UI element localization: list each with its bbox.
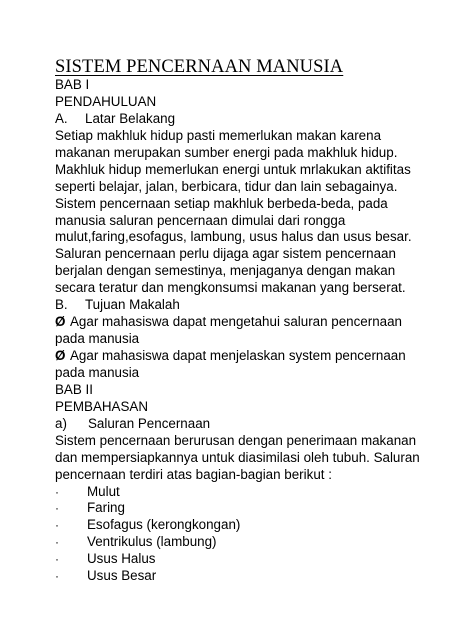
list-item-text: Usus Halus — [87, 551, 156, 567]
bullet-dot-icon: · — [55, 501, 59, 516]
bullet-dot-icon: · — [55, 484, 59, 499]
arrow-bullet-icon: Ø — [55, 348, 66, 363]
list-item-text: Faring — [87, 500, 125, 516]
subsection-heading — [55, 416, 415, 433]
paragraph — [55, 128, 415, 297]
bullet-dot-icon: · — [55, 518, 59, 533]
paragraph-line: berjalan dengan semestinya, menjaganya dengan makan — [55, 263, 396, 279]
list-item-text: Usus Besar — [87, 568, 157, 584]
goal-text: Agar mahasiswa dapat mengetahui saluran pencernaan — [70, 314, 403, 330]
goal-item — [55, 314, 415, 348]
paragraph-line: manusia saluran pencernaan dimulai dari rongga — [55, 212, 346, 228]
goal-text-continued: pada manusia — [55, 331, 140, 347]
goal-item — [55, 348, 415, 382]
list-item — [55, 551, 415, 568]
paragraph-line: mulut,faring,esofagus, lambung, usus halus dan usus besar. — [55, 229, 412, 245]
paragraph-line: Saluran pencernaan perlu dijaga agar sistem pencernaan — [55, 246, 396, 262]
chapter-heading: BAB II — [55, 381, 93, 397]
organ-list — [55, 484, 415, 586]
paragraph-line: Makhluk hidup memerlukan energi untuk mrlakukan aktifitas — [55, 161, 411, 177]
document-title: SISTEM PENCERNAAN MANUSIA — [55, 57, 344, 77]
list-item — [55, 517, 415, 534]
paragraph-line: dan mempersiapkannya untuk diasimilasi oleh tubuh. Saluran — [55, 449, 420, 465]
arrow-bullet-icon: Ø — [55, 314, 66, 330]
section-number: B. — [55, 297, 68, 313]
chapter-title: PEMBAHASAN — [55, 398, 149, 414]
paragraph — [55, 432, 420, 484]
subsection-label: a) — [55, 415, 67, 431]
chapter-title: PENDAHULUAN — [55, 93, 157, 109]
paragraph-line: Sistem pencernaan setiap makhluk berbeda-beda, pada — [55, 195, 388, 211]
chapter-heading: BAB I — [55, 77, 90, 92]
bullet-dot-icon: · — [55, 569, 59, 584]
paragraph-line: secara teratur dan mengkonsumsi makanan yang berserat. — [55, 280, 406, 296]
list-item — [55, 484, 415, 501]
section-number: A. — [55, 110, 68, 126]
section-title: Tujuan Makalah — [85, 297, 180, 313]
subsection-title: Saluran Pencernaan — [88, 415, 211, 431]
section-heading — [55, 297, 415, 314]
paragraph-line: Setiap makhluk hidup pasti memerlukan makan karena — [55, 127, 382, 143]
list-item-text: Mulut — [87, 483, 120, 499]
list-item — [55, 534, 415, 551]
paragraph-line: seperti belajar, jalan, berbicara, tidur dan lain sebagainya. — [55, 178, 398, 194]
section-heading — [55, 111, 415, 128]
goal-text-continued: pada manusia — [55, 364, 140, 380]
list-item — [55, 500, 415, 517]
list-item-text: Ventrikulus (lambung) — [87, 534, 217, 550]
section-title: Latar Belakang — [85, 110, 176, 126]
bullet-dot-icon: · — [55, 535, 59, 550]
paragraph-line: Sistem pencernaan berurusan dengan penerimaan makanan — [55, 432, 417, 448]
goal-text: Agar mahasiswa dapat menjelaskan system pencernaan — [70, 348, 406, 363]
list-item-text: Esofagus (kerongkongan) — [87, 517, 241, 533]
paragraph-line: pencernaan terdiri atas bagian-bagian berikut : — [55, 466, 332, 482]
document-body — [55, 77, 420, 585]
bullet-dot-icon: · — [55, 552, 59, 567]
list-item — [55, 568, 415, 585]
paragraph-line: makanan merupakan sumber energi pada makhluk hidup. — [55, 144, 398, 160]
